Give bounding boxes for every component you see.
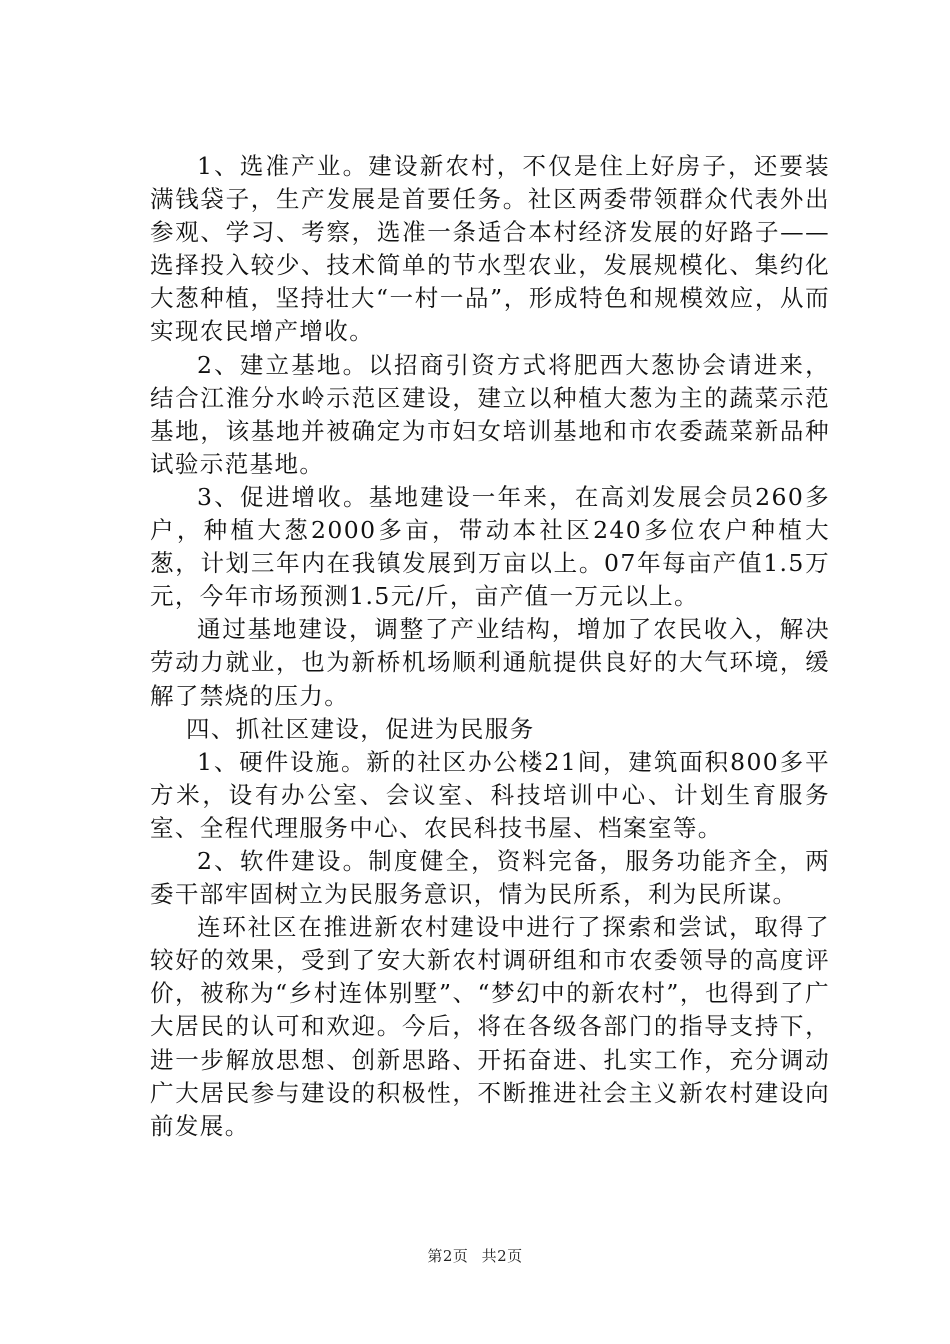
document-body <box>150 150 830 1143</box>
paragraph-hardware: 1、硬件设施。新的社区办公楼21间，建筑面积800多平方米，设有办公室、会议室、科技培训中心、计划生育服务室、全程代理服务中心、农民科技书屋、档案室等。 <box>150 747 830 842</box>
paragraph-select-industry: 1、选准产业。建设新农村，不仅是住上好房子，还要装满钱袋子，生产发展是首要任务。社区两委带领群众代表外出参观、学习、考察，选准一条适合本村经济发展的好路子——选择投入较少、技术简单的节水型农业，发展规模化、集约化大葱种植，坚持壮大“一村一品”，形成特色和规模效应，从而实现农民增产增收。 <box>150 152 830 346</box>
section-heading-community: 四、抓社区建设，促进为民服务 <box>186 714 535 743</box>
page-total: 共2页 <box>481 1247 523 1265</box>
page-number: 第2页 <box>427 1247 469 1265</box>
paragraph-increase-income: 3、促进增收。基地建设一年来，在高刘发展会员260多户，种植大葱2000多亩，带动本社区240多位农户种植大葱，计划三年内在我镇发展到万亩以上。07年每亩产值1.5万元，今年市场预测1.5元/斤，亩产值一万元以上。 <box>150 482 830 611</box>
paragraph-software: 2、软件建设。制度健全，资料完备，服务功能齐全，两委干部牢固树立为民服务意识，情为民所系，利为民所谋。 <box>150 846 830 909</box>
paragraph-establish-base: 2、建立基地。以招商引资方式将肥西大葱协会请进来，结合江淮分水岭示范区建设，建立以种植大葱为主的蔬菜示范基地，该基地并被确定为市妇女培训基地和市农委蔬菜新品种试验示范基地。 <box>150 350 830 478</box>
paragraph-base-results: 通过基地建设，调整了产业结构，增加了农民收入，解决劳动力就业，也为新桥机场顺利通航提供良好的大气环境，缓解了禁烧的压力。 <box>150 615 830 710</box>
page-footer <box>0 1245 950 1266</box>
paragraph-conclusion: 连环社区在推进新农村建设中进行了探索和尝试，取得了较好的效果，受到了安大新农村调研组和市农委领导的高度评价，被称为“乡村连体别墅”、“梦幻中的新农村”，也得到了广大居民的认可和欢迎。今后，将在各级各部门的指导支持下，进一步解放思想、创新思路、开拓奋进、扎实工作，充分调动广大居民参与建设的积极性，不断推进社会主义新农村建设向前发展。 <box>150 913 830 1140</box>
